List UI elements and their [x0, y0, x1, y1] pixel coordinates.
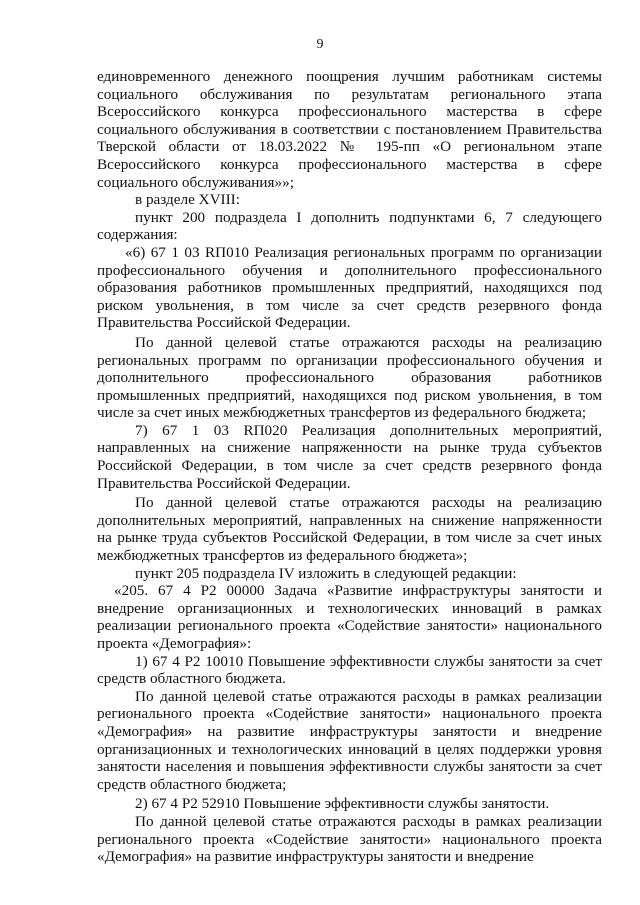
- page-number: 9: [316, 37, 324, 52]
- paragraph-4: «6) 67 1 03 RП010 Реализация региональных программ по организации профессионального обучения и дополнительного профессионального образования работников промышленных предприятий, находящихся под риском увольнения, в том числе за счет средств резервного фонда Правительства Российской Федерации.: [97, 243, 602, 332]
- paragraph-6: 7) 67 1 03 RП020 Реализация дополнительных мероприятий, направленных на снижение напряженности на рынке труда субъектов Российской Федерации, в том числе за счет средств резервного фонда Правительства Российской Федерации.: [97, 421, 602, 492]
- paragraph-3: пункт 200 подраздела I дополнить подпунктами 6, 7 следующего содержания:: [97, 208, 602, 244]
- paragraph-9: «205. 67 4 Р2 00000 Задача «Развитие инфраструктуры занятости и внедрение организационных и технологических инноваций в рамках реализации регионального проекта «Содействие занятости» национального проекта «Демография»:: [97, 582, 602, 652]
- paragraph-11: По данной целевой статье отражаются расходы в рамках реализации регионального проекта «Содействие занятости» национального проекта «Демография» на развитие инфраструктуры занятости и внедрение организационных и технологических инноваций в целях поддержки уровня занятости населения и повышения эффективности службы занятости за счет средств областного бюджета;: [97, 687, 602, 793]
- paragraph-10: 1) 67 4 Р2 10010 Повышение эффективности службы занятости за счет средств областного бюджета.: [97, 652, 602, 688]
- paragraph-1: единовременного денежного поощрения лучшим работникам системы социального обслуживания по результатам регионального этапа Всероссийского конкурса профессионального мастерства в сфере социального обслуживания в соответствии с постановлением Правительства Тверской области от 18.03.2022 № 195-пп «О региональном этапе Всероссийского конкурса профессионального мастерства в сфере социального обслуживания»»;: [97, 68, 602, 191]
- document-body: [97, 68, 602, 866]
- paragraph-5: По данной целевой статье отражаются расходы на реализацию региональных программ по организации профессионального обучения и дополнительного профессионального образования работников промышленных предприятий, находящихся под риском увольнения, в том числе за счет иных межбюджетных трансфертов из федерального бюджета;: [97, 333, 602, 422]
- paragraph-12: 2) 67 4 Р2 52910 Повышение эффективности службы занятости.: [135, 795, 550, 813]
- paragraph-2: в разделе XVIII:: [135, 191, 240, 209]
- paragraph-7: По данной целевой статье отражаются расходы на реализацию дополнительных мероприятий, направленных на снижение напряженности на рынке труда субъектов Российской Федерации, в том числе за счет иных межбюджетных трансфертов из федерального бюджета»;: [97, 494, 602, 565]
- paragraph-8: пункт 205 подраздела IV изложить в следующей редакции:: [135, 564, 517, 582]
- paragraph-13: По данной целевой статье отражаются расходы в рамках реализации регионального проекта «Содействие занятости» национального проекта «Демография» на развитие инфраструктуры занятости и внедрение: [97, 812, 602, 866]
